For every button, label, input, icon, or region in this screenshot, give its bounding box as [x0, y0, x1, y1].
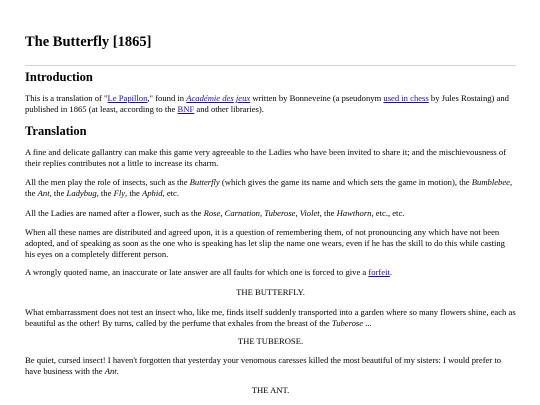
translation-paragraph-2: All the men play the role of insects, such as the Butterfly (which gives the game its name and which sets the game in motion), the Bumblebee, the Ant, the Ladybug, the Fly, the Aphid, etc.: [25, 177, 513, 198]
le-papillon-link[interactable]: Le Papillon: [107, 93, 148, 103]
used-in-chess-link[interactable]: used in chess: [383, 93, 429, 103]
academie-des-link[interactable]: Académie des: [186, 93, 234, 103]
translation-paragraph-5: A wrongly quoted name, an inaccurate or late answer are all faults for which one is forced to give a forfeit.: [25, 267, 393, 277]
translation-paragraph-1: A fine and delicate gallantry can make this game very agreeable to the Ladies who have been invited to share it; and the mischievousness of their replies contributes not a little to increase its charm.: [25, 147, 507, 168]
speaker-butterfly: THE BUTTERFLY.: [236, 287, 305, 297]
translation-paragraph-4: When all these names are distributed and agreed upon, it is a question of remembering them, of not pronouncing any which have not been adopted, and of speaking as soon as the one who is speaking has let slip the name one wears, even if he has the skill to do this while casting his eyes on a completely different person.: [25, 227, 505, 259]
translation-paragraph-7: Be quiet, cursed insect! I haven't forgotten that yesterday your venomous caresses killed the most beautiful of my sisters: I would prefer to have business with the Ant.: [25, 355, 502, 376]
speaker-tuberose: THE TUBEROSE.: [237, 336, 304, 346]
translation-heading: Translation: [25, 124, 87, 138]
speaker-ant: THE ANT.: [251, 385, 290, 395]
translation-paragraph-6: What embarrassment does not test an insect who, like me, finds itself suddenly transported into a garden where so many flowers shine, each as beautiful as the other! By turns, called by the perfume that exhales from the breast of the Tuberose ...: [25, 307, 516, 328]
title-divider: [25, 65, 516, 66]
page-title: The Butterfly [1865]: [25, 34, 152, 50]
jeux-link[interactable]: jeux: [235, 93, 251, 103]
bnf-link[interactable]: BNF: [177, 104, 195, 114]
introduction-paragraph: This is a translation of "Le Papillon," found in Académie des jeux written by Bonneveine (a pseudonym used in chess by Jules Rostaing) and published in 1865 (at least, according to the BNF and other libraries).: [25, 93, 509, 114]
translation-paragraph-3: All the Ladies are named after a flower, such as the Rose, Carnation, Tuberose, Violet, the Hawthorn, etc., etc.: [25, 208, 405, 218]
forfeit-link[interactable]: forfeit: [368, 267, 390, 277]
introduction-heading: Introduction: [25, 70, 93, 84]
